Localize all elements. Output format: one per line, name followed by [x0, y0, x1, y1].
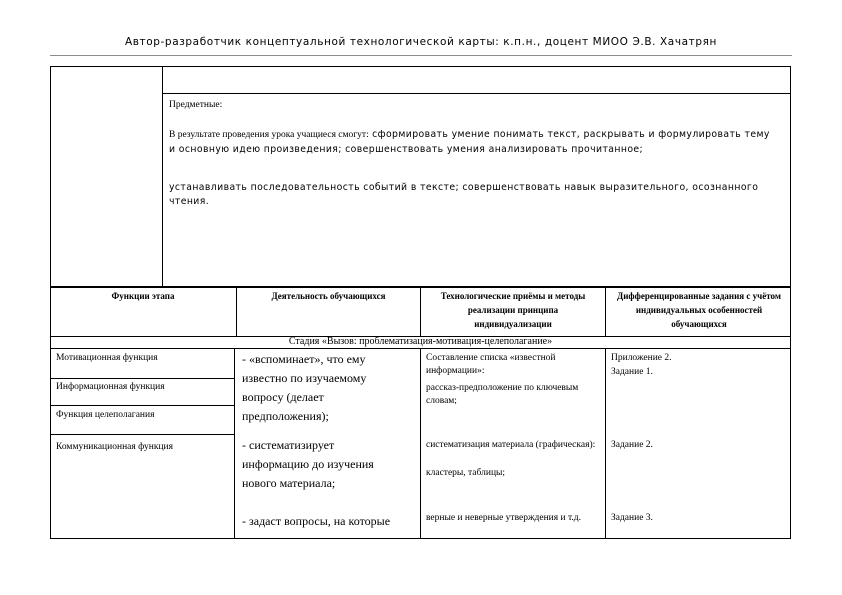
function-informational: Информационная функция — [56, 382, 165, 392]
col-divider-3-body — [605, 348, 606, 539]
function-goal-setting: Функция целеполагания — [56, 410, 155, 420]
technique-systematization: систематизация материала (графическая): — [426, 440, 596, 450]
header-rule — [50, 55, 792, 56]
function-motivational: Мотивационная функция — [56, 353, 158, 363]
learning-result — [169, 128, 779, 157]
learning-result-lead: В результате проведения урока учащиеся смогут: — [169, 130, 369, 140]
header-activity: Деятельность обучающихся — [271, 291, 386, 301]
technique-known-info: Составление списка «известной информации»: — [426, 353, 556, 376]
task-appendix-2: Приложение 2. — [611, 353, 672, 363]
col-divider-1-body — [234, 348, 235, 539]
function-row-rule-2 — [50, 405, 234, 406]
function-row-rule-3 — [50, 434, 234, 435]
header-tasks: Дифференцированные задания с учётом индивидуальных особенностей обучающихся — [617, 291, 781, 329]
task-2: Задание 2. — [611, 440, 653, 450]
col-divider-2 — [420, 287, 421, 337]
activity-recall: - «вспоминает», что ему известно по изучаемому вопросу (делает предположения); — [242, 352, 367, 423]
header-functions: Функции этапа — [111, 291, 175, 301]
learning-result-text: сформировать умение понимать текст, раскрывать и формулировать тему и основную идею произведения; совершенствовать умения анализировать прочитанное; — [169, 129, 770, 155]
page-header: Автор-разработчик концептуальной технологической карты: к.п.н., доцент МИОО Э.В. Хачатрян — [124, 36, 718, 48]
header-techniques: Технологические приёмы и методы реализации принципа индивидуализации — [440, 291, 586, 329]
stage-title: Стадия «Вызов: проблематизация-мотивация-целеполагание» — [288, 336, 553, 347]
top-section-divider — [162, 66, 163, 287]
function-row-rule-1 — [50, 378, 234, 379]
activity-systematize: - систематизирует информацию до изучения нового материала; — [242, 438, 374, 490]
col-divider-3 — [605, 287, 606, 337]
task-1: Задание 1. — [611, 367, 653, 377]
activity-ask-questions: - задаст вопросы, на которые — [242, 514, 391, 528]
col-divider-2-body — [420, 348, 421, 539]
subjects-label: Предметные: — [169, 100, 223, 110]
technique-clusters: кластеры, таблицы; — [426, 468, 506, 478]
top-section-inner-rule — [162, 93, 791, 94]
learning-result-paragraph-2: устанавливать последовательность событий в тексте; совершенствовать навык выразительного, осознанного чтения. — [169, 182, 759, 207]
function-communicative: Коммуникационная функция — [56, 442, 174, 452]
technique-true-false: верные и неверные утверждения и т.д. — [426, 513, 581, 523]
task-3: Задание 3. — [611, 513, 653, 523]
technique-story-guess: рассказ-предположение по ключевым словам; — [426, 383, 579, 406]
